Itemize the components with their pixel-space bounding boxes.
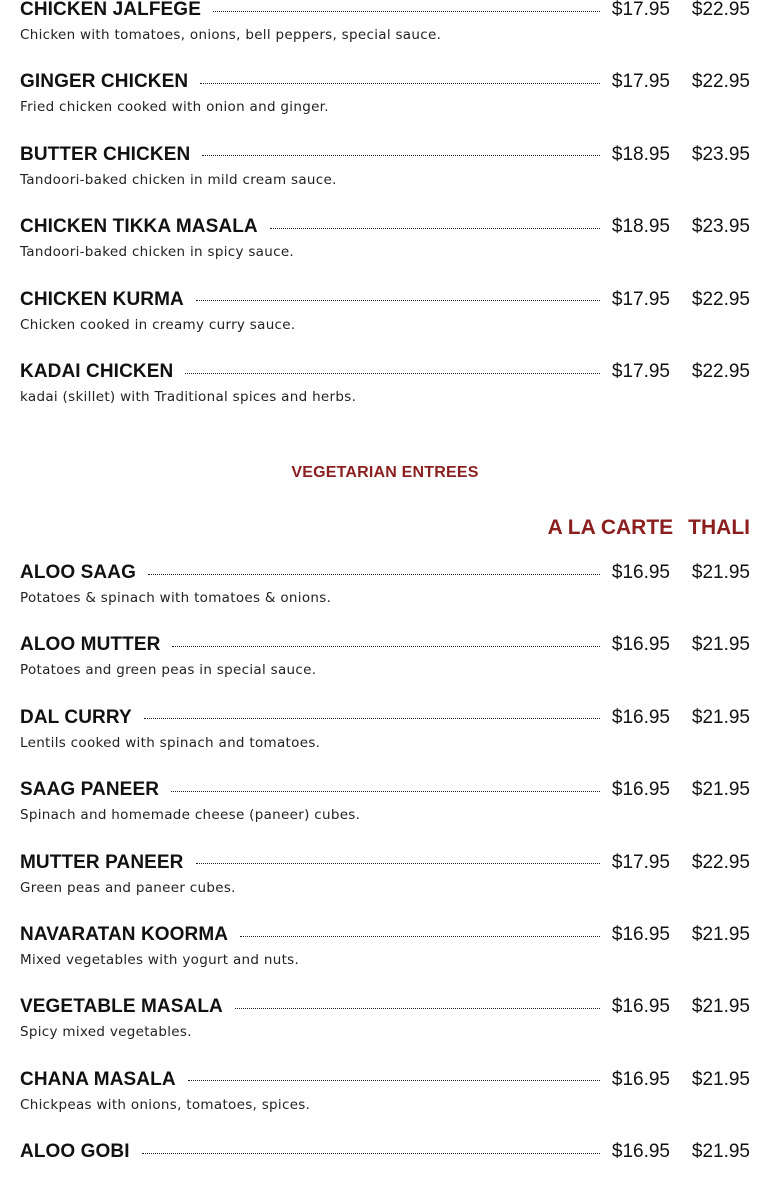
menu-item-row [20, 70, 750, 94]
thali-price: $22.95 [691, 71, 750, 93]
dotted-leader [142, 1153, 600, 1154]
menu-item-name: CHANA MASALA [20, 1068, 176, 1090]
menu-item-description: Spicy mixed vegetables. [20, 1024, 192, 1041]
menu-item-description: Spinach and homemade cheese (paneer) cubes. [20, 807, 361, 824]
menu-item-description: Fried chicken cooked with onion and ginger. [20, 99, 329, 116]
a-la-carte-price: $17.95 [611, 71, 670, 93]
menu-item-name: BUTTER CHICKEN [20, 143, 191, 165]
dotted-leader [188, 1080, 600, 1081]
a-la-carte-price: $18.95 [611, 216, 670, 238]
thali-price: $22.95 [691, 0, 750, 20]
dotted-leader [172, 646, 600, 647]
menu-item [20, 561, 750, 621]
menu-item-row [20, 995, 750, 1019]
menu-item-name: DAL CURRY [20, 706, 132, 728]
dotted-leader [185, 373, 600, 374]
menu-item-name: CHICKEN KURMA [20, 288, 184, 310]
menu-item-name: ALOO MUTTER [20, 634, 161, 656]
thali-price: $21.95 [691, 779, 750, 801]
menu-item-description: Chicken cooked in creamy curry sauce. [20, 316, 296, 333]
thali-price: $21.95 [691, 1141, 750, 1163]
menu-item [20, 1140, 750, 1200]
menu-item-row [20, 561, 750, 585]
menu-item-name: ALOO SAAG [20, 562, 136, 583]
dotted-leader [196, 300, 600, 301]
thali-price: $21.95 [691, 996, 750, 1018]
menu-item [20, 633, 750, 693]
menu-item-row [20, 1140, 750, 1164]
thali-price: $21.95 [691, 706, 750, 728]
menu-item-row [20, 706, 750, 730]
thali-price: $21.95 [691, 562, 750, 583]
thali-price: $21.95 [691, 634, 750, 656]
menu-item-row [20, 851, 750, 875]
menu-item-description: Chicken with tomatoes, onions, bell peppers, special sauce. [20, 27, 442, 43]
menu-item [20, 215, 750, 275]
menu-item-row [20, 0, 750, 22]
a-la-carte-price: $16.95 [611, 1068, 670, 1090]
thali-header: THALI [688, 516, 750, 539]
dotted-leader [235, 1008, 600, 1009]
menu-item [20, 1068, 750, 1128]
menu-item-name: CHICKEN JALFEGE [20, 0, 201, 20]
dotted-leader [240, 936, 600, 937]
menu-item-name: NAVARATAN KOORMA [20, 924, 229, 945]
menu-item [20, 360, 750, 420]
menu-item-row [20, 143, 750, 167]
menu-item-name: KADAI CHICKEN [20, 361, 174, 382]
menu-item [20, 288, 750, 348]
a-la-carte-price: $16.95 [611, 562, 670, 583]
menu-item-name: VEGETABLE MASALA [20, 996, 223, 1018]
dotted-leader [200, 83, 600, 84]
menu-item-description: kadai (skillet) with Traditional spices and herbs. [20, 389, 357, 405]
menu-item-name: GINGER CHICKEN [20, 71, 189, 93]
menu-item-row [20, 778, 750, 802]
dotted-leader [213, 11, 600, 12]
menu-item [20, 143, 750, 203]
menu-item-row [20, 633, 750, 657]
menu-item-row [20, 1068, 750, 1092]
menu-item [20, 923, 750, 983]
dotted-leader [144, 718, 600, 719]
menu-item [20, 851, 750, 911]
thali-price: $22.95 [691, 288, 750, 310]
menu-item [20, 706, 750, 766]
vegetarian-section-title: VEGETARIAN ENTREES [291, 464, 479, 481]
a-la-carte-price: $16.95 [611, 706, 670, 728]
menu-item-description: Green peas and paneer cubes. [20, 879, 236, 896]
a-la-carte-price: $17.95 [611, 0, 670, 20]
menu-item-name: MUTTER PANEER [20, 851, 184, 873]
dotted-leader [171, 791, 600, 792]
menu-item-description: Mixed vegetables with yogurt and nuts. [20, 952, 300, 968]
menu-item [20, 70, 750, 130]
thali-price: $23.95 [691, 216, 750, 238]
menu-item-name: ALOO GOBI [20, 1141, 130, 1163]
menu-item [20, 778, 750, 838]
a-la-carte-price: $16.95 [611, 996, 670, 1018]
thali-price: $22.95 [691, 851, 750, 873]
a-la-carte-header: A LA CARTE [547, 516, 674, 539]
menu-item-row [20, 288, 750, 312]
menu-item-description: Tandoori-baked chicken in mild cream sauce. [20, 171, 337, 188]
a-la-carte-price: $16.95 [611, 1141, 670, 1163]
dotted-leader [148, 574, 600, 575]
menu-item-description: Potatoes and green peas in special sauce. [20, 662, 317, 679]
thali-price: $22.95 [691, 361, 750, 382]
price-column-headers [20, 515, 750, 541]
menu-item-row [20, 923, 750, 947]
a-la-carte-price: $16.95 [611, 779, 670, 801]
menu-item-description: Chickpeas with onions, tomatoes, spices. [20, 1096, 311, 1113]
dotted-leader [270, 228, 600, 229]
dotted-leader [196, 863, 600, 864]
a-la-carte-price: $16.95 [611, 924, 670, 945]
thali-price: $23.95 [691, 143, 750, 165]
menu-item-row [20, 360, 750, 384]
menu-item-name: SAAG PANEER [20, 779, 160, 801]
thali-price: $21.95 [691, 1068, 750, 1090]
a-la-carte-price: $16.95 [611, 634, 670, 656]
a-la-carte-price: $17.95 [611, 361, 670, 382]
a-la-carte-price: $17.95 [611, 288, 670, 310]
thali-price: $21.95 [691, 924, 750, 945]
menu-item-description: Potatoes & spinach with tomatoes & onions. [20, 590, 332, 606]
menu-item-description: Lentils cooked with spinach and tomatoes. [20, 734, 321, 751]
menu-item [20, 0, 750, 58]
a-la-carte-price: $17.95 [611, 851, 670, 873]
menu-item-row [20, 215, 750, 239]
dotted-leader [202, 155, 600, 156]
menu-item [20, 995, 750, 1055]
menu-item-name: CHICKEN TIKKA MASALA [20, 216, 258, 238]
menu-item-description: Tandoori-baked chicken in spicy sauce. [20, 244, 295, 261]
a-la-carte-price: $18.95 [611, 143, 670, 165]
